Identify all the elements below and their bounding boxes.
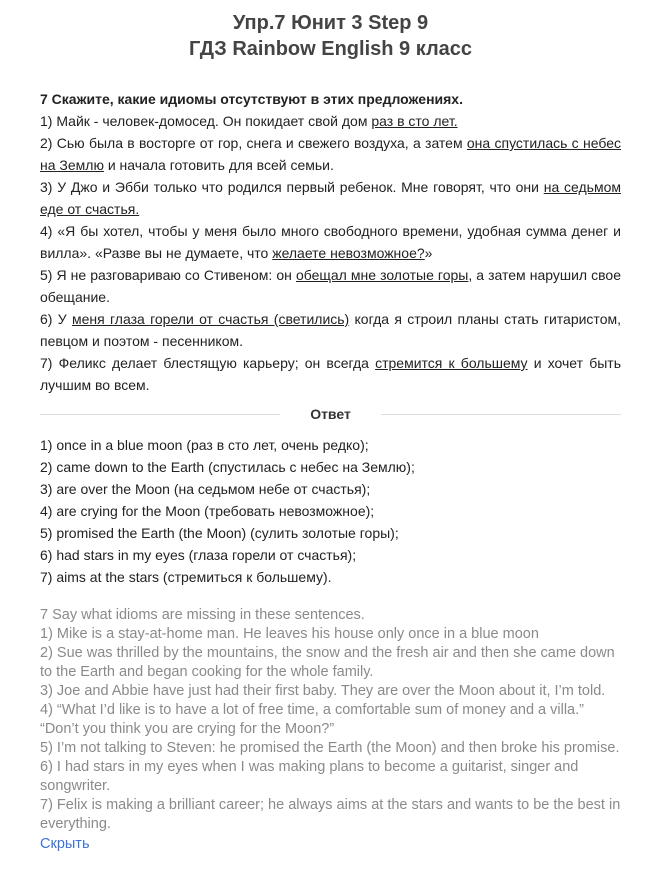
answer-divider [40,406,621,422]
answer-heading: Ответ [310,406,351,422]
task-item-text: 7) Феликс делает блестящую карьеру; он всегда [40,355,376,371]
english-item: 1) Mike is a stay-at-home man. He leaves his house only once in a blue moon [40,626,539,642]
task-heading: 7 Скажите, какие идиомы отсутствуют в этих предложениях. [40,91,463,107]
english-item: 2) Sue was thrilled by the mountains, the snow and the fresh air and then she came down to the Earth and began cooking for the whole family. [40,645,615,680]
divider-line-right [381,414,621,415]
task-item-text: 1) Майк - человек-домосед. Он покидает свой дом [40,113,372,129]
task-item [40,308,621,352]
task-item-text: и начала готовить для всей семьи. [103,157,334,173]
task-item-text: , а затем нарушил свое обещание. [40,267,621,305]
english-heading: 7 Say what idioms are missing in these sentences. [40,607,365,623]
answer-item: 4) are crying for the Moon (требовать невозможное); [40,503,375,519]
answer-item: 3) are over the Moon (на седьмом небе от счастья); [40,481,371,497]
task-item-text: » [424,245,433,261]
task-item-idiom: желаете невозможное? [272,245,425,261]
page-title-line-2: ГДЗ Rainbow English 9 класс [188,38,473,60]
task-item-text: и хочет быть лучшим во всем. [40,355,621,393]
task-item-idiom: обещал мне золотые горы [295,267,469,283]
task-item-text: 5) Я не разговариваю со Стивеном: он [40,267,296,283]
task-item-idiom: на седьмом еде от счастья. [40,179,621,217]
task-item [40,110,621,132]
task-item-text: когда я строил планы стать гитаристом, певцом и поэтом - песенником. [40,311,621,349]
task-item-idiom: стремится к большему [375,355,528,371]
page-title-line-1: Упр.7 Юнит 3 Step 9 [232,12,429,34]
divider-line-left [40,414,280,415]
answer-item: 6) had stars in my eyes (глаза горели от счастья); [40,547,357,563]
task-item-idiom: она спустилась с небес на Землю [40,135,621,173]
english-original [40,606,621,854]
task-item-text: 2) Сью была в восторге от гор, снега и свежего воздуха, а затем [40,135,467,151]
english-item: 7) Felix is making a brilliant career; he always aims at the stars and wants to be the best in everything. [40,797,621,832]
english-item: 5) I’m not talking to Steven: he promised the Earth (the Moon) and then broke his promise. [40,740,620,756]
english-item: 6) I had stars in my eyes when I was making plans to become a guitarist, singer and songwriter. [40,759,579,794]
hide-link[interactable]: Скрыть [40,836,90,852]
answer-item: 1) once in a blue moon (раз в сто лет, очень редко); [40,437,369,453]
english-item: 4) “What I’d like is to have a lot of free time, a comfortable sum of money and a villa.” “Don’t you think you are crying for the Moon?” [40,702,584,737]
task-item-text: 4) «Я бы хотел, чтобы у меня было много свободного времени, удобная сумма денег и вилла». «Разве вы не думаете, что [40,223,621,261]
task-item-text: 6) У [40,311,72,327]
task-item [40,220,621,264]
answer-item: 2) came down to the Earth (спустилась с небес на Землю); [40,459,415,475]
english-item: 3) Joe and Abbie have just had their first baby. They are over the Moon about it, I’m told. [40,683,606,699]
task-item-idiom: раз в сто лет. [371,113,458,129]
answer-item: 7) aims at the stars (стремиться к большему). [40,569,332,585]
task-block [40,88,621,396]
task-item [40,352,621,396]
task-item-idiom: меня глаза горели от счастья (светились) [71,311,350,327]
answer-list [40,434,621,588]
task-item [40,264,621,308]
answer-item: 5) promised the Earth (the Moon) (сулить золотые горы); [40,525,399,541]
task-item [40,132,621,176]
task-item [40,176,621,220]
task-item-text: 3) У Джо и Эбби только что родился первый ребенок. Мне говорят, что они [40,179,544,195]
